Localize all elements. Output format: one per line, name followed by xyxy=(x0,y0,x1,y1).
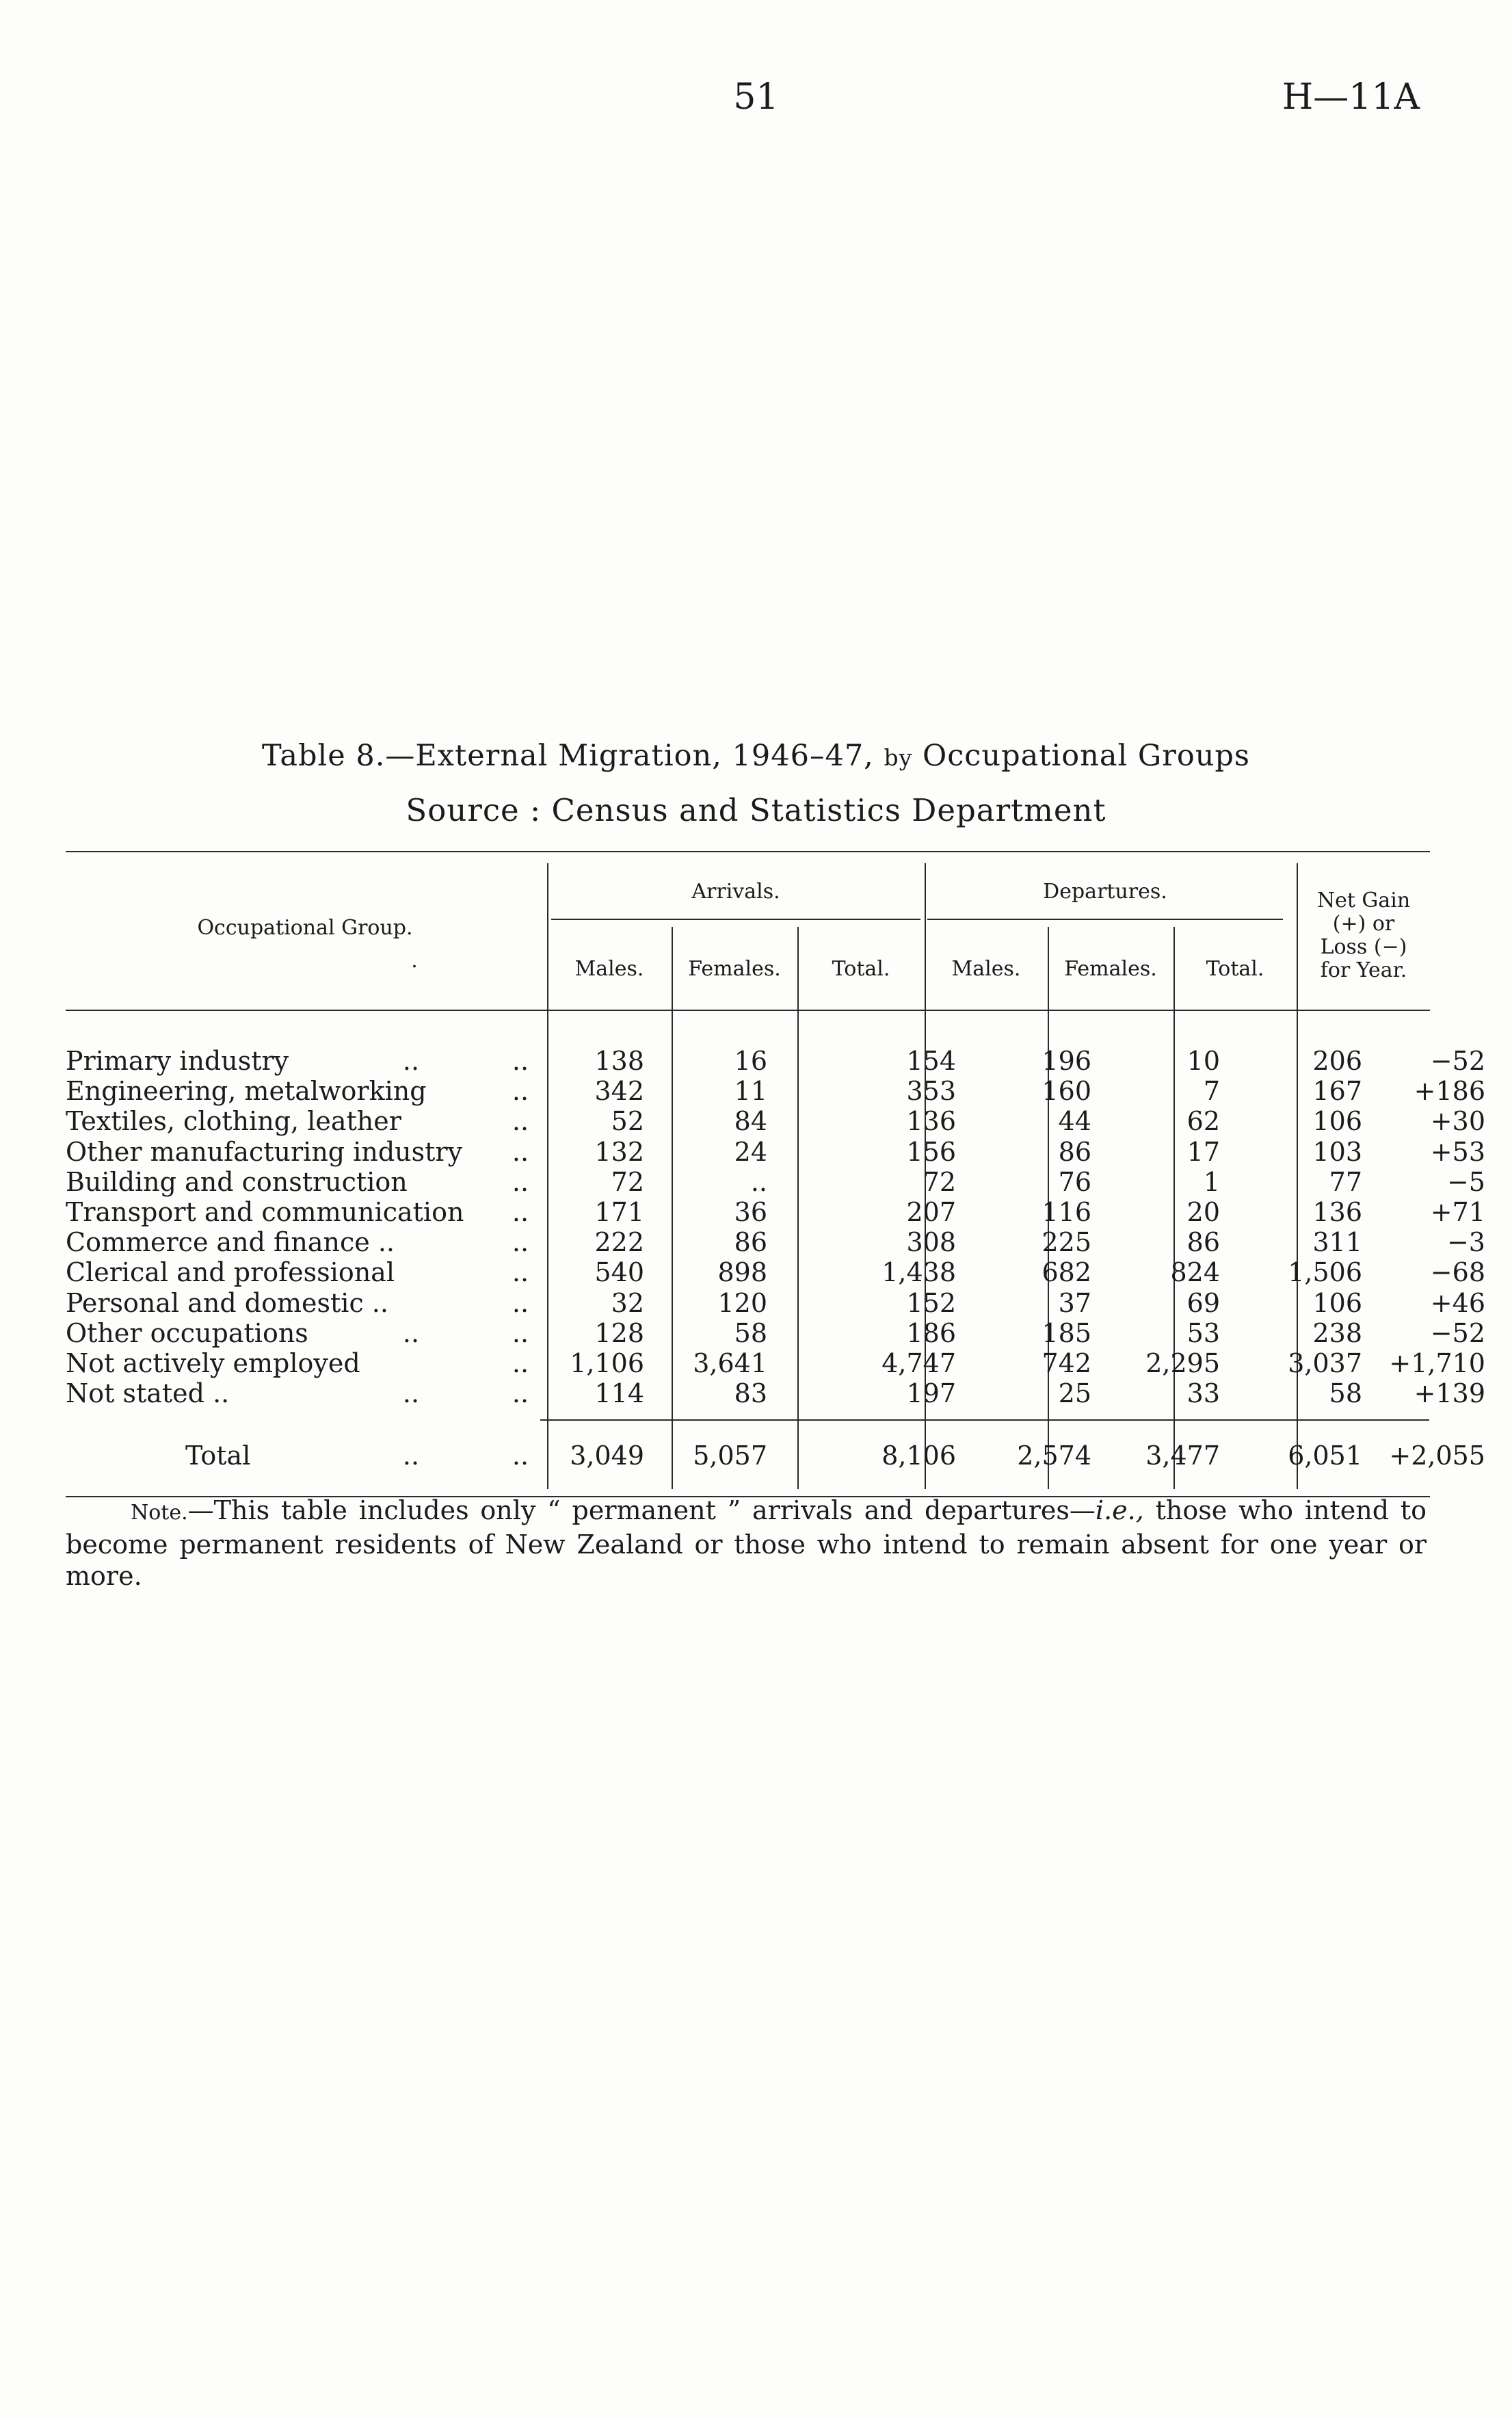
cell-departures-females: 3,477 xyxy=(1145,1441,1220,1471)
rule-top xyxy=(66,851,1430,852)
row-leader-1: .. xyxy=(402,1318,420,1348)
table-row xyxy=(66,1076,1485,1106)
cell-arrivals-males: 32 xyxy=(611,1288,644,1318)
table-row xyxy=(66,1348,1485,1378)
cell-departures-total: 106 xyxy=(1312,1106,1362,1136)
cell-arrivals-females: 83 xyxy=(734,1378,767,1408)
cell-arrivals-females: 86 xyxy=(734,1227,767,1257)
cell-net-gain: +46 xyxy=(1430,1288,1485,1318)
table-row xyxy=(66,1227,1485,1257)
cell-net-gain: +2,055 xyxy=(1389,1441,1485,1471)
cell-arrivals-males: 138 xyxy=(594,1046,644,1076)
cell-departures-males: 196 xyxy=(1042,1046,1091,1076)
header-net-line-3: Loss (−) xyxy=(1320,935,1407,959)
cell-departures-females: 69 xyxy=(1186,1288,1220,1318)
row-leader-2: .. xyxy=(512,1227,529,1257)
table-row xyxy=(66,1106,1485,1136)
row-leader-2: .. xyxy=(512,1257,529,1287)
cell-arrivals-total: 207 xyxy=(906,1197,956,1227)
header-dot: . xyxy=(411,949,418,973)
page-number: 51 xyxy=(733,77,779,118)
cell-arrivals-males: 342 xyxy=(594,1076,644,1106)
rule-departures xyxy=(927,919,1283,920)
row-label: Personal and domestic .. xyxy=(66,1288,388,1318)
row-leader-2: .. xyxy=(512,1318,529,1348)
row-leader-2: .. xyxy=(512,1167,529,1197)
cell-arrivals-males: 114 xyxy=(594,1378,644,1408)
row-leader-1: .. xyxy=(402,1378,420,1408)
cell-arrivals-females: 5,057 xyxy=(693,1441,767,1471)
cell-arrivals-females: 11 xyxy=(734,1076,767,1106)
row-label: Textiles, clothing, leather xyxy=(66,1106,401,1136)
page-code: H—11A xyxy=(1282,77,1420,118)
row-leader-2: .. xyxy=(512,1348,529,1378)
cell-net-gain: +1,710 xyxy=(1389,1348,1485,1378)
cell-arrivals-males: 1,106 xyxy=(570,1348,644,1378)
cell-arrivals-total: 136 xyxy=(906,1106,956,1136)
cell-departures-females: 7 xyxy=(1203,1076,1220,1106)
header-net-line-4: for Year. xyxy=(1320,958,1407,982)
cell-net-gain: +186 xyxy=(1414,1076,1485,1106)
cell-departures-total: 206 xyxy=(1312,1046,1362,1076)
cell-arrivals-total: 8,106 xyxy=(881,1441,956,1471)
cell-net-gain: +53 xyxy=(1430,1137,1485,1167)
row-leader-2: .. xyxy=(512,1197,529,1227)
cell-departures-total: 6,051 xyxy=(1288,1441,1362,1471)
cell-arrivals-females: 120 xyxy=(717,1288,767,1318)
cell-arrivals-total: 152 xyxy=(906,1288,956,1318)
row-label: Clerical and professional xyxy=(66,1257,395,1287)
header-net-line-1: Net Gain xyxy=(1316,889,1411,912)
cell-departures-males: 160 xyxy=(1042,1076,1091,1106)
cell-arrivals-females: 36 xyxy=(734,1197,767,1227)
row-leader-2: .. xyxy=(512,1288,529,1318)
table-row xyxy=(66,1167,1485,1197)
row-label: Building and construction xyxy=(66,1167,408,1197)
table-row xyxy=(66,1257,1485,1287)
header-net-line-2: (+) or xyxy=(1332,912,1395,936)
note-text-1: —This table includes only “ permanent ” arrivals and departures— xyxy=(187,1495,1096,1525)
cell-arrivals-males: 132 xyxy=(594,1137,644,1167)
cell-departures-females: 824 xyxy=(1170,1257,1220,1287)
row-leader-1: .. xyxy=(402,1046,420,1076)
cell-net-gain: +139 xyxy=(1414,1378,1485,1408)
cell-departures-females: 62 xyxy=(1186,1106,1220,1136)
cell-arrivals-females: 24 xyxy=(734,1137,767,1167)
note-text-2: those who intend to become permanent residents of New Zealand or those who intend to remain absent for one year or more. xyxy=(66,1495,1427,1591)
row-label: Total xyxy=(185,1441,251,1471)
cell-arrivals-females: 84 xyxy=(734,1106,767,1136)
row-leader-2: .. xyxy=(512,1076,529,1106)
row-label: Not stated .. xyxy=(66,1378,230,1408)
row-leader-2: .. xyxy=(512,1441,529,1471)
rule-total-top xyxy=(540,1419,1429,1421)
header-arrivals-females: Females. xyxy=(688,957,781,981)
title-subject: External Migration xyxy=(415,739,713,773)
table-row xyxy=(66,1137,1485,1167)
cell-arrivals-females: 58 xyxy=(734,1318,767,1348)
cell-departures-males: 225 xyxy=(1042,1227,1091,1257)
cell-departures-females: 86 xyxy=(1186,1227,1220,1257)
table-row xyxy=(66,1197,1485,1227)
header-arrivals-total: Total. xyxy=(832,957,890,981)
row-leader-2: .. xyxy=(512,1046,529,1076)
header-arrivals-males: Males. xyxy=(574,957,644,981)
table-source: Source : Census and Statistics Department xyxy=(406,792,1106,828)
header-arrivals: Arrivals. xyxy=(691,880,780,904)
cell-arrivals-males: 540 xyxy=(594,1257,644,1287)
title-years: , 1946–47, xyxy=(712,739,884,773)
cell-arrivals-total: 308 xyxy=(906,1227,956,1257)
cell-arrivals-males: 52 xyxy=(611,1106,644,1136)
row-label: Not actively employed xyxy=(66,1348,360,1378)
row-leader-2: .. xyxy=(512,1106,529,1136)
cell-arrivals-females: 3,641 xyxy=(693,1348,767,1378)
table-row xyxy=(66,1318,1485,1348)
table-title xyxy=(0,739,1512,773)
cell-departures-females: 2,295 xyxy=(1145,1348,1220,1378)
cell-departures-total: 167 xyxy=(1312,1076,1362,1106)
cell-net-gain: −52 xyxy=(1430,1046,1485,1076)
note-ie: i.e., xyxy=(1095,1495,1144,1525)
header-departures-total: Total. xyxy=(1206,957,1264,981)
cell-net-gain: −3 xyxy=(1446,1227,1485,1257)
row-label: Commerce and finance .. xyxy=(66,1227,395,1257)
cell-arrivals-females: .. xyxy=(750,1167,767,1197)
cell-arrivals-males: 171 xyxy=(594,1197,644,1227)
rule-header-bottom xyxy=(66,1010,1430,1011)
cell-arrivals-males: 222 xyxy=(594,1227,644,1257)
table-row xyxy=(66,1288,1485,1318)
cell-arrivals-males: 72 xyxy=(611,1167,644,1197)
cell-arrivals-total: 72 xyxy=(923,1167,956,1197)
rule-arrivals xyxy=(551,919,920,920)
cell-net-gain: +30 xyxy=(1430,1106,1485,1136)
cell-arrivals-females: 898 xyxy=(717,1257,767,1287)
table-note xyxy=(66,1495,1427,1592)
cell-arrivals-males: 128 xyxy=(594,1318,644,1348)
cell-arrivals-total: 156 xyxy=(906,1137,956,1167)
cell-arrivals-total: 1,438 xyxy=(881,1257,956,1287)
cell-net-gain: +71 xyxy=(1430,1197,1485,1227)
row-label: Other occupations xyxy=(66,1318,308,1348)
row-leader-2: .. xyxy=(512,1137,529,1167)
cell-departures-males: 44 xyxy=(1058,1106,1091,1136)
cell-arrivals-total: 4,747 xyxy=(881,1348,956,1378)
cell-departures-total: 1,506 xyxy=(1288,1257,1362,1287)
header-net-gain xyxy=(1299,889,1428,982)
table-row xyxy=(66,1046,1485,1076)
cell-arrivals-males: 3,049 xyxy=(570,1441,644,1471)
note-label: Note. xyxy=(131,1501,188,1525)
cell-departures-males: 2,574 xyxy=(1017,1441,1091,1471)
cell-departures-males: 25 xyxy=(1058,1378,1091,1408)
cell-departures-total: 311 xyxy=(1312,1227,1362,1257)
cell-departures-females: 33 xyxy=(1186,1378,1220,1408)
cell-arrivals-total: 186 xyxy=(906,1318,956,1348)
cell-net-gain: −52 xyxy=(1430,1318,1485,1348)
cell-departures-total: 106 xyxy=(1312,1288,1362,1318)
cell-net-gain: −5 xyxy=(1446,1167,1485,1197)
total-row xyxy=(66,1441,1485,1471)
cell-arrivals-total: 353 xyxy=(906,1076,956,1106)
row-label: Transport and communication xyxy=(66,1197,464,1227)
header-departures-males: Males. xyxy=(951,957,1021,981)
row-leader-1: .. xyxy=(402,1441,420,1471)
title-dash: — xyxy=(385,739,416,773)
header-departures: Departures. xyxy=(1043,880,1167,904)
cell-departures-males: 76 xyxy=(1058,1167,1091,1197)
cell-departures-females: 1 xyxy=(1203,1167,1220,1197)
cell-departures-total: 3,037 xyxy=(1288,1348,1362,1378)
cell-departures-males: 682 xyxy=(1042,1257,1091,1287)
table-row xyxy=(66,1378,1485,1408)
cell-departures-males: 37 xyxy=(1058,1288,1091,1318)
header-departures-females: Females. xyxy=(1064,957,1157,981)
cell-departures-males: 185 xyxy=(1042,1318,1091,1348)
cell-departures-males: 742 xyxy=(1042,1348,1091,1378)
cell-departures-males: 86 xyxy=(1058,1137,1091,1167)
cell-net-gain: −68 xyxy=(1430,1257,1485,1287)
cell-arrivals-total: 197 xyxy=(906,1378,956,1408)
table-label: Table 8. xyxy=(261,739,386,773)
cell-arrivals-total: 154 xyxy=(906,1046,956,1076)
row-label: Engineering, metalworking xyxy=(66,1076,427,1106)
row-label: Other manufacturing industry xyxy=(66,1137,463,1167)
title-rest: Occupational Groups xyxy=(912,739,1250,773)
cell-departures-total: 58 xyxy=(1329,1378,1362,1408)
cell-departures-females: 10 xyxy=(1186,1046,1220,1076)
cell-departures-total: 136 xyxy=(1312,1197,1362,1227)
row-leader-2: .. xyxy=(512,1378,529,1408)
cell-arrivals-females: 16 xyxy=(734,1046,767,1076)
header-occupational-group: Occupational Group. xyxy=(197,916,413,940)
cell-departures-females: 20 xyxy=(1186,1197,1220,1227)
title-by: by xyxy=(884,744,913,771)
cell-departures-total: 103 xyxy=(1312,1137,1362,1167)
cell-departures-females: 53 xyxy=(1186,1318,1220,1348)
row-label: Primary industry xyxy=(66,1046,289,1076)
cell-departures-total: 77 xyxy=(1329,1167,1362,1197)
cell-departures-females: 17 xyxy=(1186,1137,1220,1167)
cell-departures-males: 116 xyxy=(1042,1197,1091,1227)
cell-departures-total: 238 xyxy=(1312,1318,1362,1348)
